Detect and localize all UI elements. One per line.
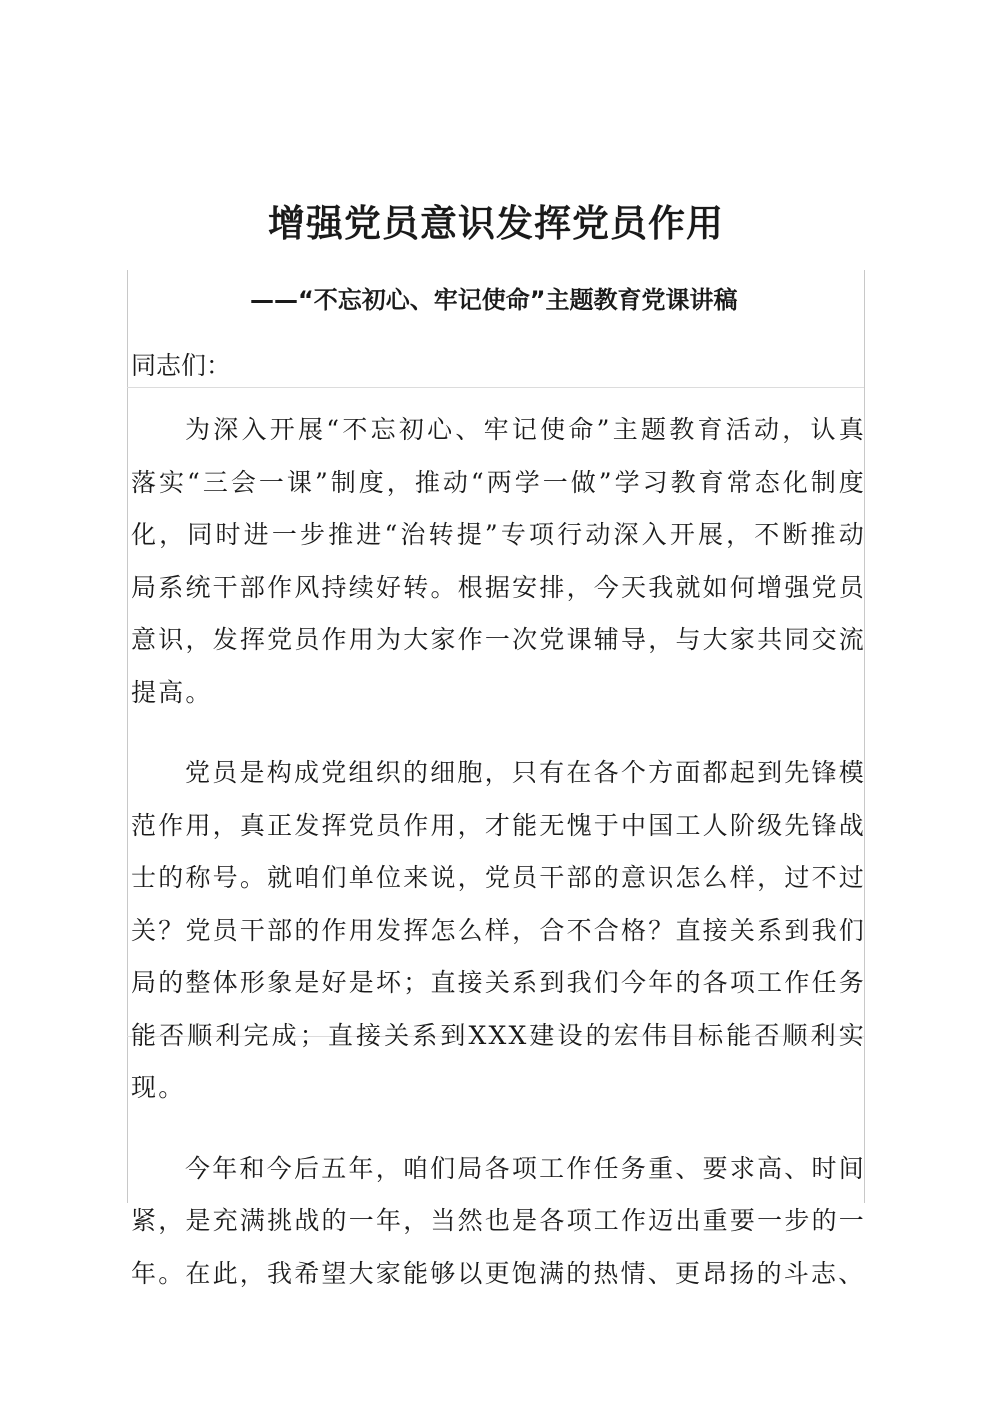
greeting: 同志们： xyxy=(131,351,232,380)
left-margin-guide xyxy=(127,270,128,1203)
document-subtitle: ——“不忘初心、牢记使命”主题教育党课讲稿 xyxy=(250,286,738,314)
document-title: 增强党员意识发挥党员作用 xyxy=(268,202,724,245)
paragraph-3: 今年和今后五年，咱们局各项工作任务重、要求高、时间紧，是充满挑战的一年，当然也是各项工作迈出重要一步的一年。在此，我希望大家能够以更饱满的热情、更昂扬的斗志、 xyxy=(131,1153,866,1288)
paragraph-2: 党员是构成党组织的细胞，只有在各个方面都起到先锋模范作用，真正发挥党员作用，才能无愧于中国工人阶级先锋战士的称号。就咱们单位来说，党员干部的意识怎么样，过不过关？党员干部的作用发挥怎么样，合不合格？直接关系到我们局的整体形象是好是坏；直接关系到我们今年的各项工作任务能否顺利完成；直接关系到XXX建设的宏伟目标能否顺利实现。 xyxy=(131,758,866,1102)
paragraph-1: 为深入开展“不忘初心、牢记使命”主题教育活动，认真落实“三会一课”制度，推动“两学一做”学习教育常态化制度化，同时进一步推进“治转提”专项行动深入开展，不断推动局系统干部作风持续好转。根据安排，今天我就如何增强党员意识，发挥党员作用为大家作一次党课辅导，与大家共同交流提高。 xyxy=(131,415,866,707)
body-text xyxy=(131,404,866,1300)
greeting-divider xyxy=(127,387,864,388)
